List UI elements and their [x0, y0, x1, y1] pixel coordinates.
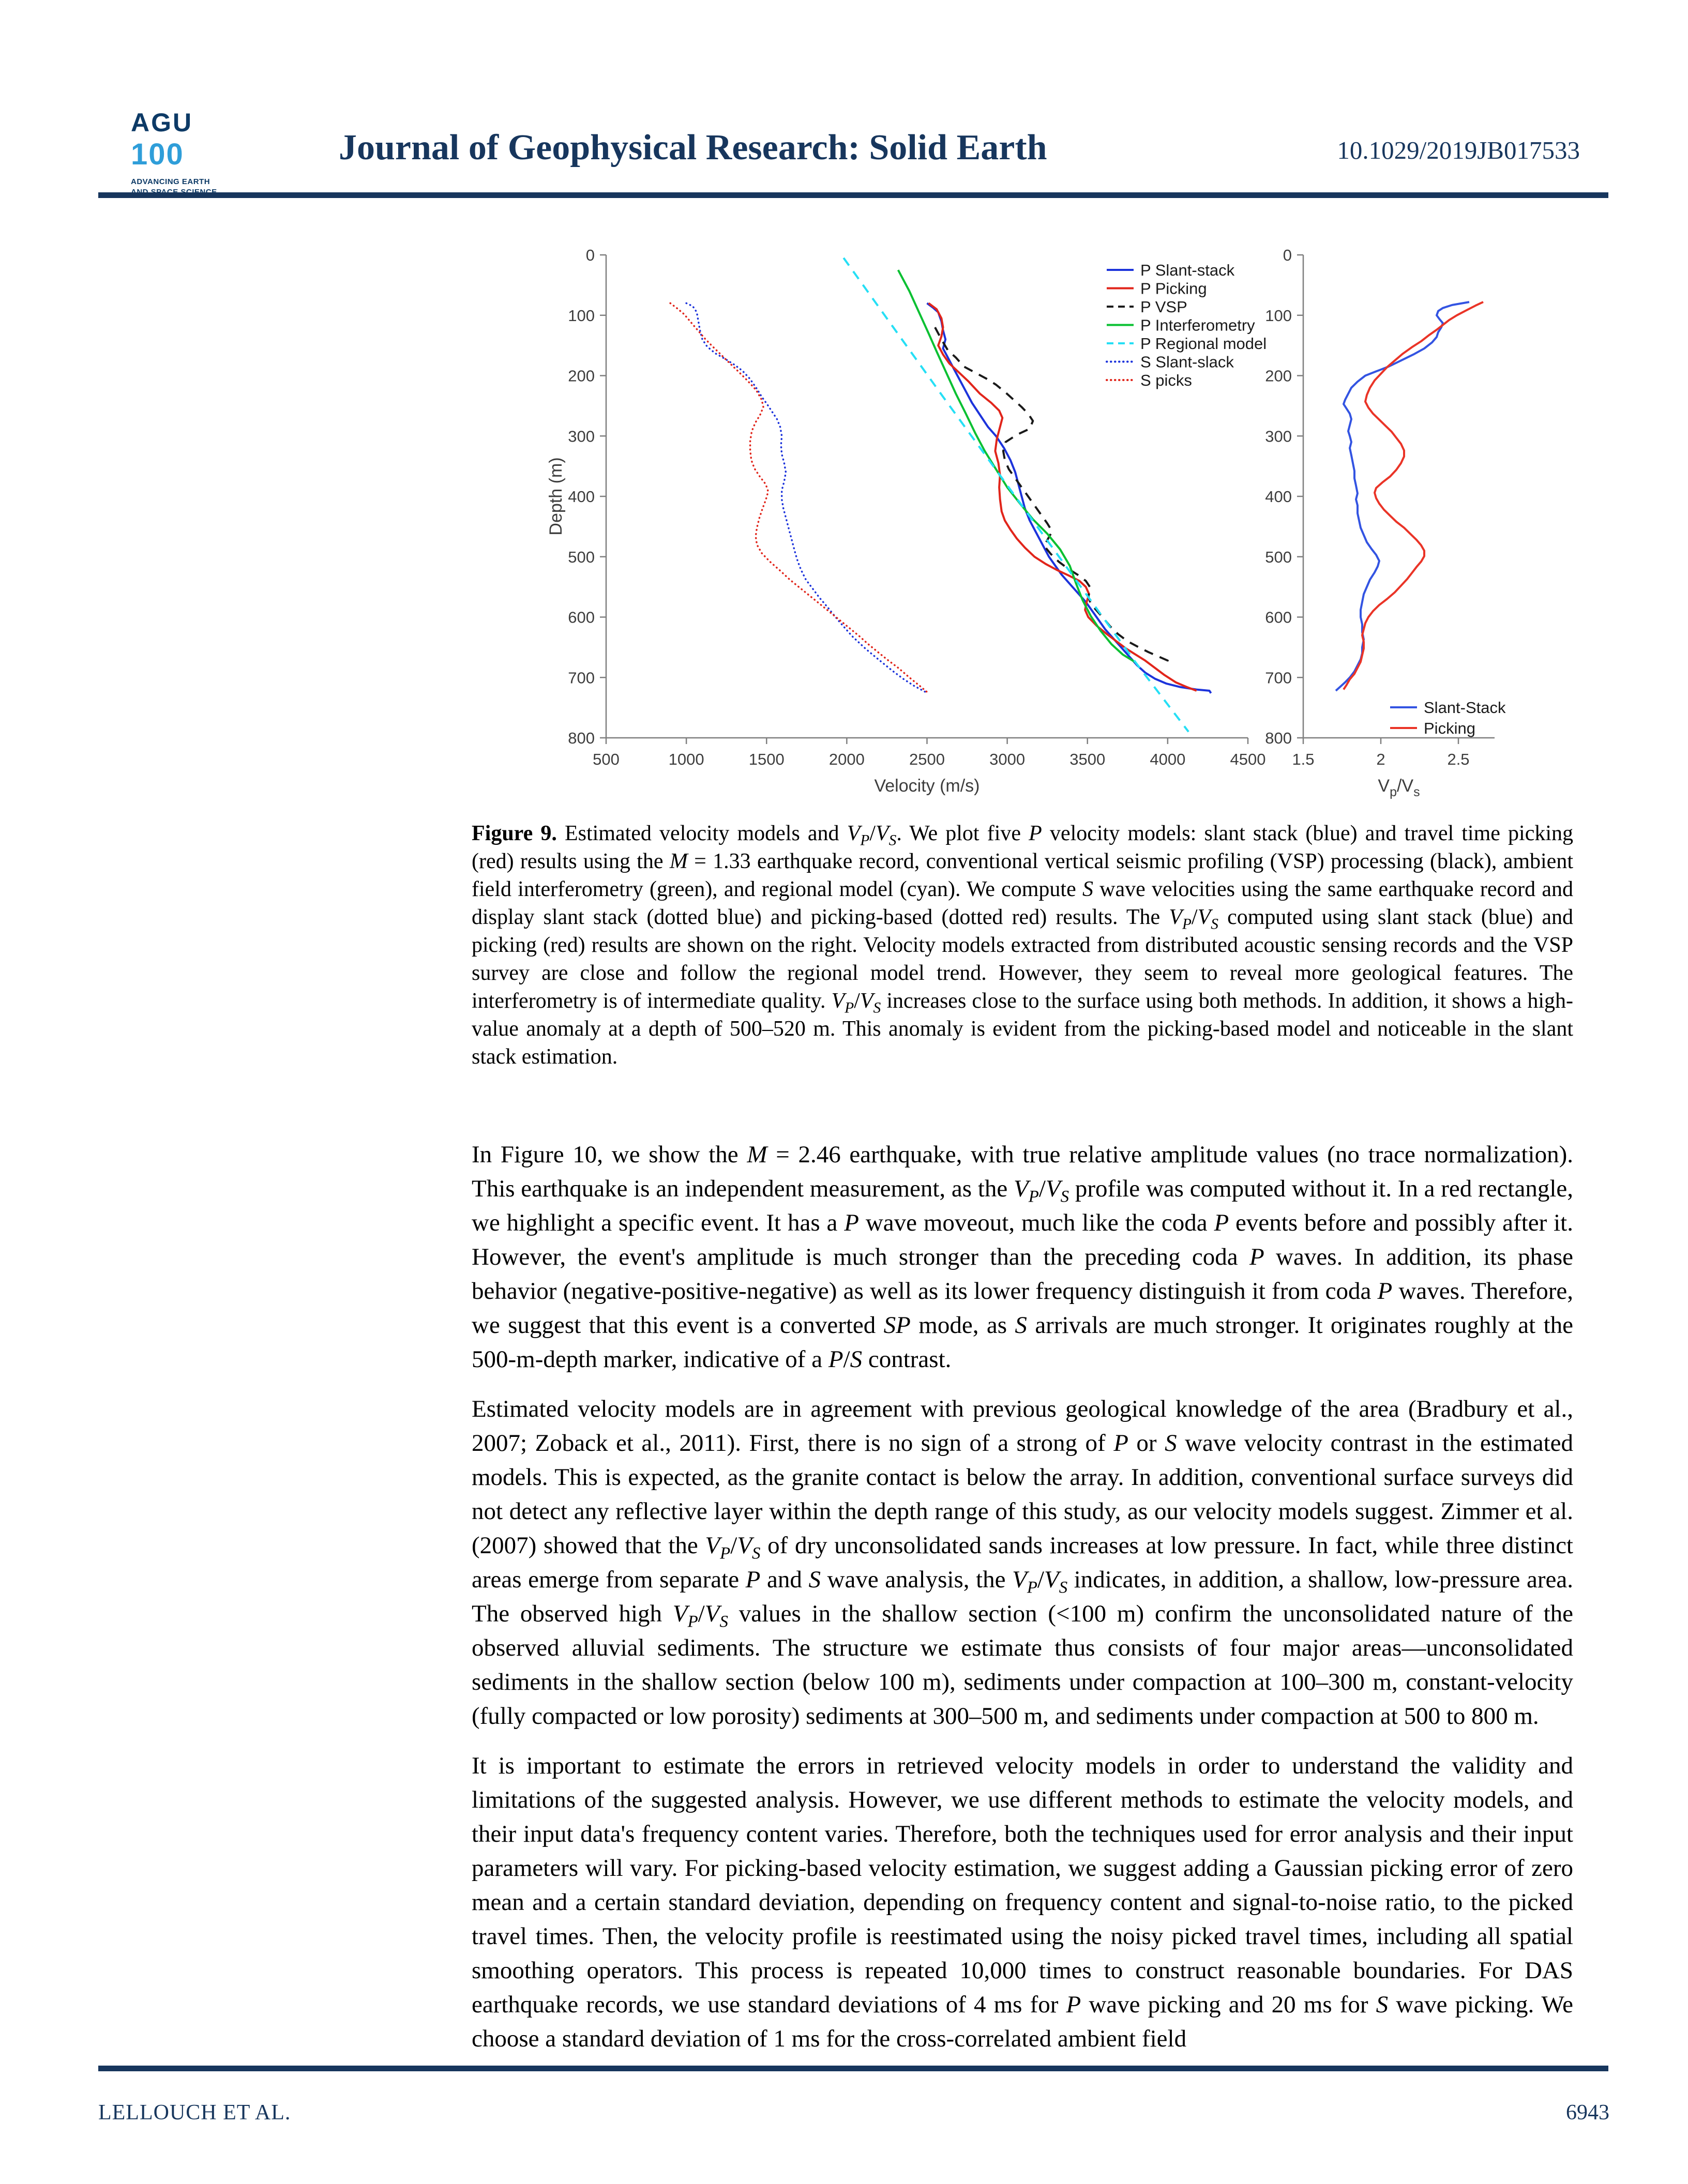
- svg-text:800: 800: [568, 729, 595, 747]
- svg-text:600: 600: [1265, 608, 1292, 627]
- footer-page-number: 6943: [1566, 2101, 1609, 2125]
- svg-text:P Slant-stack: P Slant-stack: [1140, 261, 1235, 279]
- svg-text:P Regional model: P Regional model: [1140, 335, 1267, 353]
- svg-text:0: 0: [585, 246, 595, 264]
- agu-logo: [131, 110, 234, 198]
- figure-9-chart: [538, 238, 1624, 817]
- svg-text:0: 0: [1283, 246, 1292, 264]
- agu-logo-centennial: 100: [131, 138, 184, 171]
- svg-text:Velocity (m/s): Velocity (m/s): [874, 776, 980, 796]
- svg-text:500: 500: [593, 750, 620, 768]
- svg-text:Slant-Stack: Slant-Stack: [1424, 699, 1506, 717]
- header-rule: [98, 192, 1608, 198]
- svg-text:800: 800: [1265, 729, 1292, 747]
- svg-text:P Picking: P Picking: [1140, 279, 1207, 298]
- doi: 10.1029/2019JB017533: [1337, 136, 1580, 164]
- svg-text:100: 100: [568, 306, 595, 325]
- svg-text:500: 500: [1265, 548, 1292, 566]
- vpvs-depth-plot: [1265, 246, 1506, 799]
- figure-9-caption: Figure 9. Estimated velocity models and $V_P/V_S$. We plot five P velocity models: slant stack (blue) and travel time picking (red) results using the M = 1.33 earthquake record, conventional vertical seismic profiling (VSP) processing (black), ambient field interferometry (green), and regional model (cyan). We compute S wave velocities using the same earthquake record and display slant stack (dotted blue) and picking-based (dotted red) results. The $V_P/V_S$ computed using slant stack (blue) and picking (red) results are shown on the right. Velocity models extracted from distributed acoustic sensing records and the VSP survey are close and follow the regional model trend. However, they seem to reveal more geological features. The interferometry is of intermediate quality. $V_P/V_S$ increases close to the surface using both methods. In addition, it shows a high-value anomaly at a depth of 500–520 m. This anomaly is evident from the picking-based model and noticeable in the slant stack estimation.: [472, 822, 1574, 1069]
- body-text: [472, 1138, 1573, 2071]
- svg-text:Picking: Picking: [1424, 719, 1475, 737]
- svg-text:P VSP: P VSP: [1140, 298, 1187, 316]
- svg-text:2500: 2500: [909, 750, 945, 768]
- svg-text:200: 200: [1265, 367, 1292, 385]
- svg-text:S Slant-slack: S Slant-slack: [1140, 353, 1234, 371]
- svg-text:1.5: 1.5: [1292, 750, 1315, 768]
- velocity-depth-plot: [546, 246, 1267, 796]
- svg-text:300: 300: [568, 427, 595, 446]
- svg-text:400: 400: [568, 488, 595, 506]
- svg-text:300: 300: [1265, 427, 1292, 446]
- svg-text:Vp/Vs: $V_p/V_s$: [1378, 776, 1420, 799]
- footer-authors: LELLOUCH ET AL.: [98, 2101, 291, 2125]
- svg-text:3000: 3000: [989, 750, 1026, 768]
- svg-text:2: 2: [1376, 750, 1385, 768]
- svg-text:500: 500: [568, 548, 595, 566]
- body-paragraph-1: In Figure 10, we show the M = 2.46 earthquake, with true relative amplitude values (no trace normalization). This earthquake is an independent measurement, as the $V_P/V_S$ profile was computed without it. In a red rectangle, we highlight a specific event. It has a P wave moveout, much like the coda P events before and possibly after it. However, the event's amplitude is much stronger than the preceding coda P waves. In addition, its phase behavior (negative-positive-negative) as well as its lower frequency distinguish it from coda P waves. Therefore, we suggest that this event is a converted SP mode, as S arrivals are much stronger. It originates roughly at the 500-m-depth marker, indicative of a P/S contrast.: [472, 1141, 1574, 1373]
- svg-text:Depth (m): Depth (m): [546, 457, 566, 536]
- body-paragraph-2: Estimated velocity models are in agreement with previous geological knowledge of the area (Bradbury et al., 2007; Zoback et al., 2011). First, there is no sign of a strong of P or S wave velocity contrast in the estimated models. This is expected, as the granite contact is below the array. In addition, conventional surface surveys did not detect any reflective layer within the depth range of this study, as our velocity models suggest. Zimmer et al. (2007) showed that the $V_P/V_S$ of dry unconsolidated sands increases at low pressure. In fact, while three distinct areas emerge from separate P and S wave analysis, the $V_P/V_S$ indicates, in addition, a shallow, low-pressure area. The observed high $V_P/V_S$ values in the shallow section (<100 m) confirm the unconsolidated nature of the observed alluvial sediments. The structure we estimate thus consists of four major areas—unconsolidated sediments in the shallow section (below 100 m), sediments under compaction at 100–300 m, constant-velocity (fully compacted or low porosity) sediments at 300–500 m, and sediments under compaction at 500 to 800 m.: [472, 1396, 1574, 1730]
- svg-text:700: 700: [1265, 669, 1292, 687]
- agu-logo-acronym: AGU: [131, 108, 193, 137]
- svg-text:400: 400: [1265, 488, 1292, 506]
- svg-text:2.5: 2.5: [1447, 750, 1470, 768]
- agu-logo-tagline-line1: ADVANCING EARTH: [131, 177, 210, 186]
- svg-text:4500: 4500: [1230, 750, 1266, 768]
- svg-text:200: 200: [568, 367, 595, 385]
- footer-rule: [98, 2066, 1608, 2071]
- svg-text:S picks: S picks: [1140, 371, 1192, 389]
- svg-text:2000: 2000: [828, 750, 865, 768]
- svg-text:P Interferometry: P Interferometry: [1140, 316, 1255, 335]
- svg-text:3500: 3500: [1069, 750, 1106, 768]
- svg-text:100: 100: [1265, 306, 1292, 325]
- body-paragraph-3: It is important to estimate the errors in retrieved velocity models in order to understand the validity and limitations of the suggested analysis. However, we use different methods to estimate the velocity models, and their input data's frequency content varies. Therefore, both the techniques used for error analysis and their input parameters will vary. For picking-based velocity estimation, we suggest adding a Gaussian picking error of zero mean and a certain standard deviation, depending on frequency content and signal-to-noise ratio, to the picked travel times. Then, the velocity profile is reestimated using the noisy picked travel times, including all spatial smoothing operators. This process is repeated 10,000 times to construct reasonable boundaries. For DAS earthquake records, we use standard deviations of 4 ms for P wave picking and 20 ms for S wave picking. We choose a standard deviation of 1 ms for the cross-correlated ambient field: [472, 1752, 1573, 2052]
- svg-text:600: 600: [568, 608, 595, 627]
- svg-text:1500: 1500: [748, 750, 785, 768]
- journal-title: Journal of Geophysical Research: Solid Earth: [339, 128, 1047, 168]
- svg-text:1000: 1000: [668, 750, 704, 768]
- svg-text:700: 700: [568, 669, 595, 687]
- svg-text:4000: 4000: [1150, 750, 1186, 768]
